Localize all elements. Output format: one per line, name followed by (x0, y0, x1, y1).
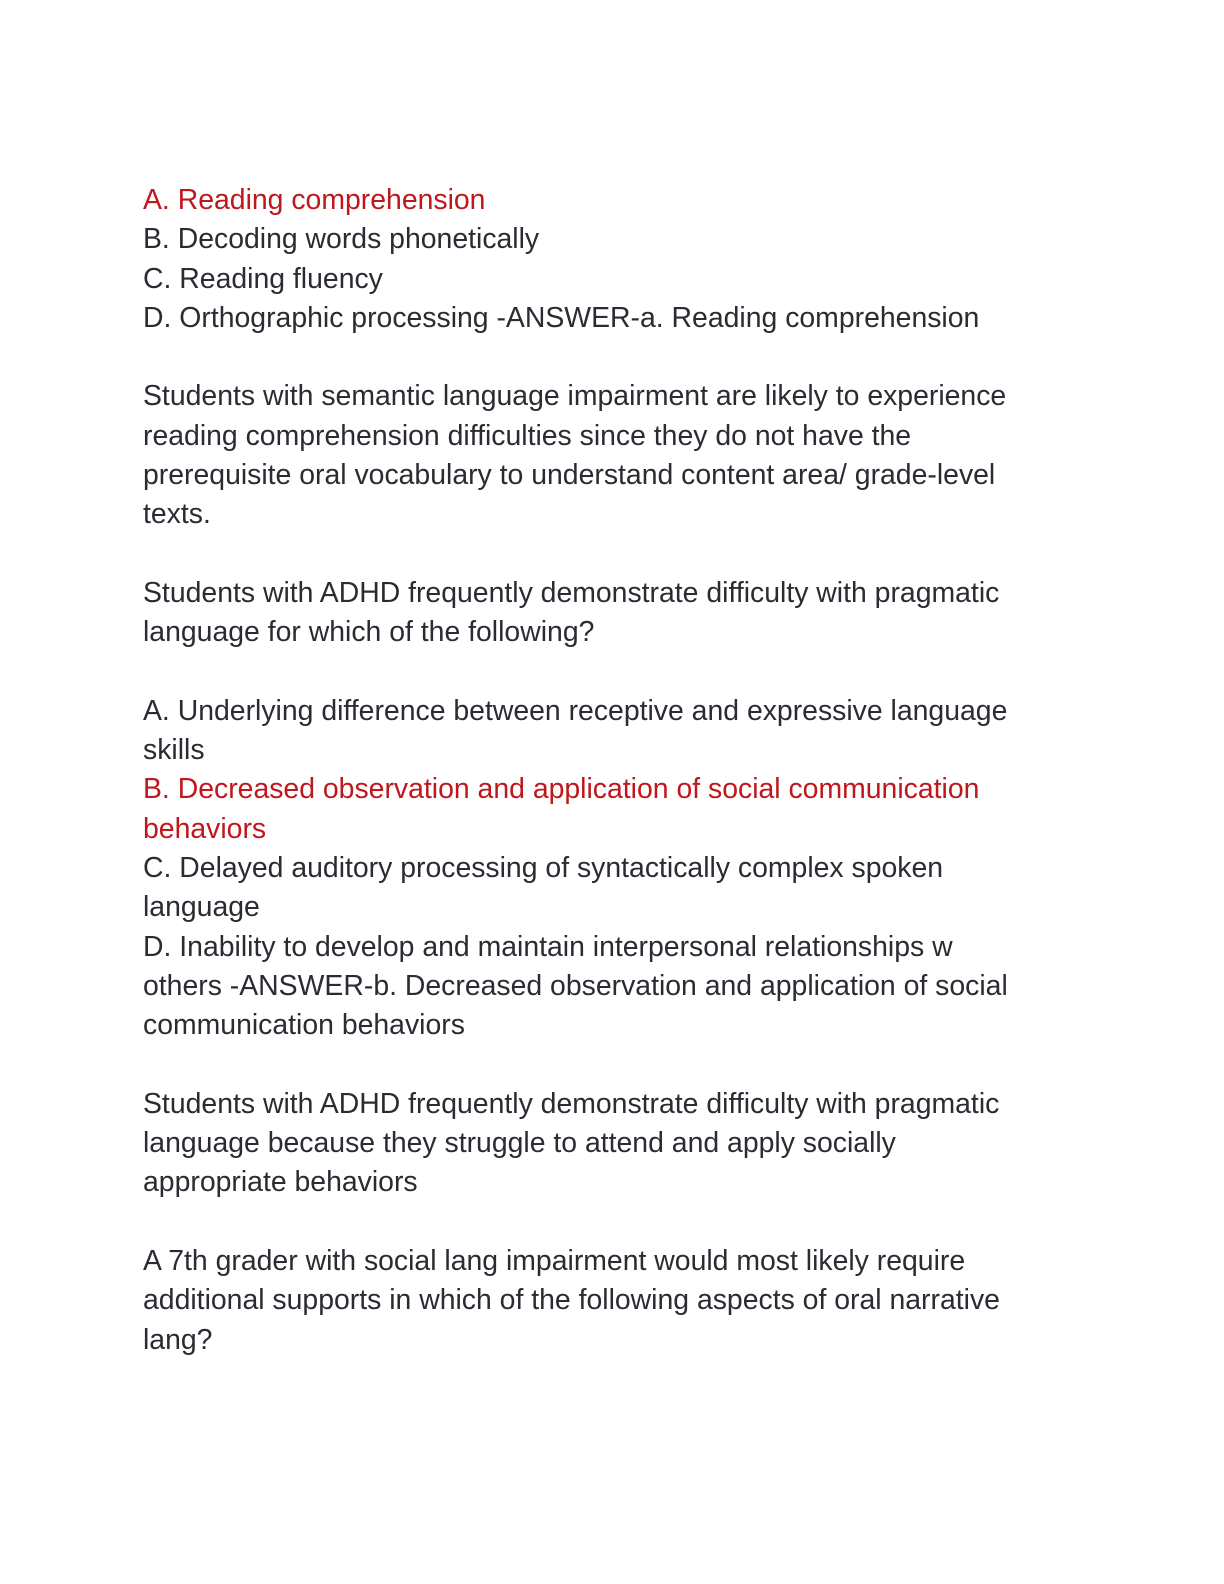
question-line: A 7th grader with social lang impairment would most likely require (143, 1245, 966, 1278)
question-3-text (143, 1242, 1083, 1360)
document-page (143, 181, 1083, 1360)
paragraph-gap (143, 338, 1083, 377)
option-line: others -ANSWER-b. Decreased observation and application of social (143, 969, 1008, 1002)
option-line: language (143, 891, 260, 924)
option-c: C. Reading fluency (143, 262, 383, 295)
question-line: additional supports in which of the following aspects of oral narrative (143, 1284, 1000, 1317)
option-b-correct (143, 770, 1083, 849)
explanation-line: reading comprehension difficulties since they do not have the (143, 419, 912, 452)
explanation-line: Students with semantic language impairment are likely to experience (143, 380, 1007, 413)
option-b: B. Decoding words phonetically (143, 223, 540, 256)
paragraph-gap (143, 1046, 1083, 1085)
option-line: communication behaviors (143, 1009, 465, 1042)
option-d-with-answer: D. Orthographic processing -ANSWER-a. Reading comprehension (143, 301, 980, 334)
explanation-line: prerequisite oral vocabulary to understand content area/ grade-level (143, 459, 996, 492)
question-2-text (143, 574, 1083, 653)
explanation-line: Students with ADHD frequently demonstrate difficulty with pragmatic (143, 1087, 1000, 1120)
option-a (143, 692, 1083, 771)
option-line: A. Underlying difference between receptive and expressive language (143, 694, 1008, 727)
explanation-line: appropriate behaviors (143, 1166, 418, 1199)
option-line: behaviors (143, 812, 267, 845)
question-1-options (143, 181, 1083, 338)
option-a-correct: A. Reading comprehension (143, 184, 486, 216)
paragraph-gap (143, 653, 1083, 692)
question-2-explanation (143, 1085, 1083, 1203)
option-line: B. Decreased observation and application of social communication (143, 773, 980, 806)
option-line: D. Inability to develop and maintain interpersonal relationships w (143, 930, 953, 963)
option-line: C. Delayed auditory processing of syntactically complex spoken (143, 852, 944, 885)
question-line: lang? (143, 1323, 213, 1356)
paragraph-gap (143, 535, 1083, 574)
question-line: Students with ADHD frequently demonstrate difficulty with pragmatic (143, 576, 1000, 609)
explanation-line: texts. (143, 498, 211, 531)
option-line: skills (143, 734, 205, 767)
question-line: language for which of the following? (143, 616, 595, 649)
explanation-line: language because they struggle to attend and apply socially (143, 1127, 896, 1160)
paragraph-gap (143, 1203, 1083, 1242)
option-c (143, 849, 1083, 928)
question-2-options (143, 692, 1083, 1046)
question-1-explanation (143, 377, 1083, 534)
option-d-with-answer (143, 928, 1083, 1046)
